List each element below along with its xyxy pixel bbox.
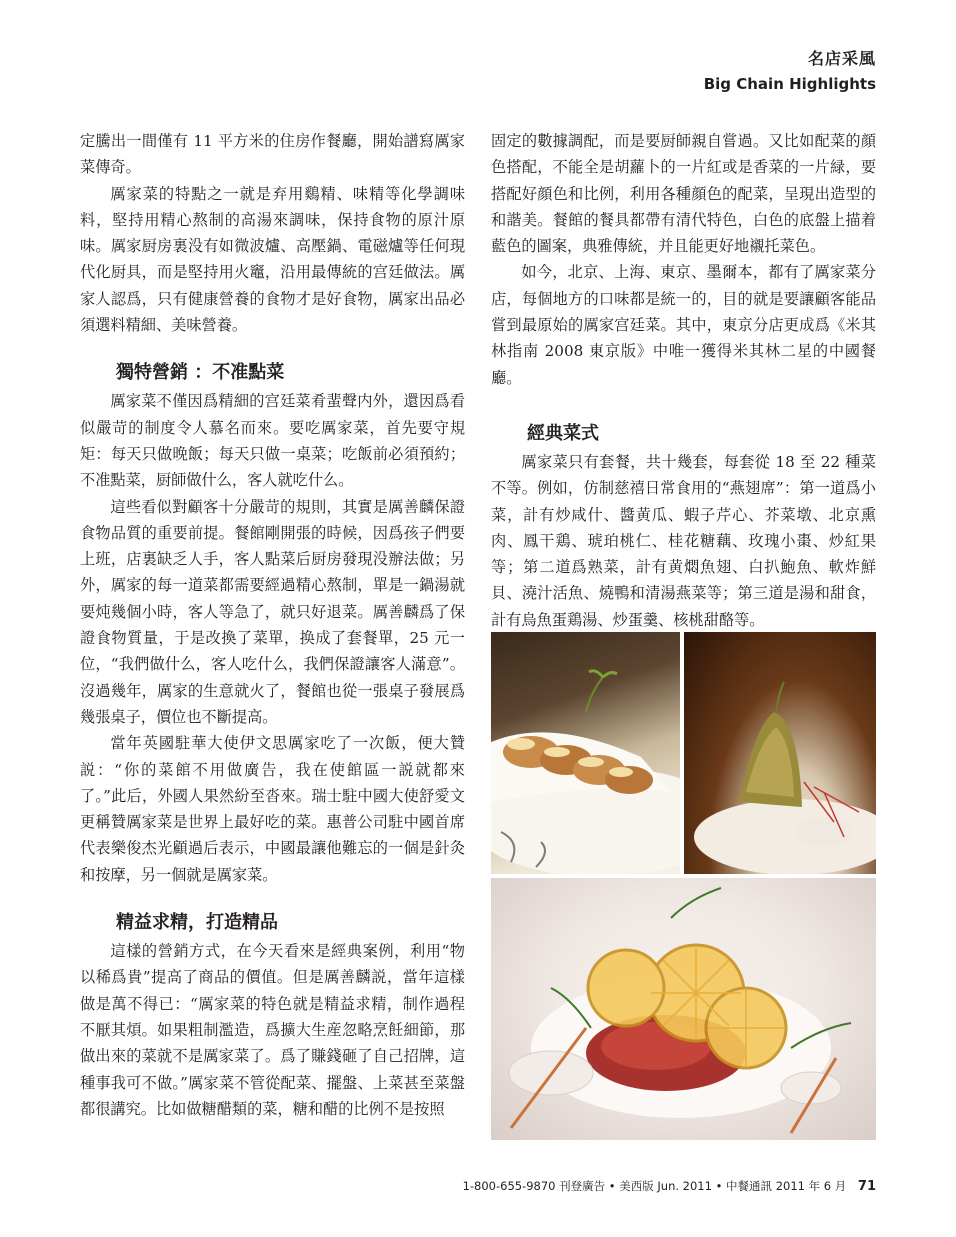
paragraph: 這樣的營銷方式，在今天看來是經典案例，利用“物以稀爲貴”提高了商品的價值。但是厲善麟説，當年這樣做是萬不得已：“厲家菜的特色就是精益求精，制作過程不厭其煩。如果粗制濫造，爲擴大生産忽略烹飪細節，那做出來的菜就不是厲家菜了。爲了賺錢砸了自己招牌，這種事我可不做。”厲家菜不管從配菜、擺盤、上菜甚至菜盤都很講究。比如做糖醋類的菜，糖和醋的比例不是按照 [80,942,465,1118]
subheading-quality: 精益求精，打造精品 [116,912,278,934]
roast-meat-illustration [491,632,680,874]
paragraph: 厲家菜只有套餐，共十幾套，每套從 18 至 22 種菜不等。例如，仿制慈禧日常食用的“燕翅席”：第一道爲小菜，計有炒咸什、醬黄瓜、蝦子芹心、芥菜墩、北京熏肉、鳳干鶏、琥珀桃仁、桂花糖藕、玫瑰小棗、炒紅果等；第二道爲熟菜，計有黄燜魚翅、白扒鮑魚、軟炸鮮貝、澆汁活魚、燒鴨和清湯燕菜等；第三道是湯和甜食，計有烏魚蛋鶏湯、炒蛋羹、核桃甜酪等。 [491,452,876,629]
lemon-tartare-illustration [491,878,876,1140]
section-title-zh: 名店采風 [807,49,876,68]
footer-text: 1-800-655-9870 刊登廣告 • 美西版 Jun. 2011 • 中餐通訊 2011 年 6 月 [462,1179,847,1193]
subheading-marketing: 獨特營銷 ：不准點菜 [116,362,285,384]
dish-photo-fried-fish [684,632,876,874]
right-column [491,128,876,633]
paragraph: 厲家菜的特點之一就是弃用鷄精、味精等化學調味料，堅持用精心熬制的高湯來調味，保持食物的原汁原味。厲家厨房裏没有如微波爐、高壓鍋、電磁爐等任何現代化厨具，而是堅持用火竈，沿用最傳統的宫廷做法。厲家人認爲，只有健康營養的食物才是好食物，厲家出品必須選料精細、美味營養。 [80,184,465,335]
section-header [704,46,876,93]
subheading-classic-dishes: 經典菜式 [527,422,599,444]
paragraph: 固定的數據調配，而是要厨師親自嘗過。又比如配菜的顔色搭配，不能全是胡蘿卜的一片紅或是香菜的一片緑，要搭配好顔色和比例，利用各種顔色的配菜，呈現出造型的和諧美。餐館的餐具都帶有清代特色，白色的底盤上描着藍色的圖案，典雅傳統，并且能更好地襯托菜色。 [491,132,876,256]
paragraph: 如今，北京、上海、東京、墨爾本，都有了厲家菜分店，每個地方的口味都是統一的，目的就是要讓顧客能品嘗到最原始的厲家宫廷菜。其中，東京分店更成爲《米其林指南 2008 東京版》中唯一獲得米其林二星的中國餐廳。 [491,263,876,387]
paragraph: 這些看似對顧客十分嚴苛的規則，其實是厲善麟保證食物品質的重要前提。餐館剛開張的時候，因爲孩子們要上班，店裏缺乏人手，客人點菜后厨房發現没辦法做；另外，厲家的每一道菜都需要經過精心熬制，單是一鍋湯就要炖幾個小時，客人等急了，就只好退菜。厲善麟爲了保證食物質量，于是改換了菜單，换成了套餐單，25 元一位，“我們做什么，客人吃什么，我們保證讓客人滿意”。沒過幾年，厲家的生意就火了，餐館也從一張桌子發展爲幾張桌子，價位也不斷提高。 [80,497,465,726]
paragraph: 厲家菜不僅因爲精細的宫廷菜肴蜚聲内外，還因爲看似嚴苛的制度令人慕名而來。要吃厲家菜，首先要守規矩：每天只做晚飯；每天只做一桌菜；吃飯前必須預約；不准點菜，厨師做什么，客人就吃什么。 [80,392,465,490]
section-title-en: Big Chain Highlights [703,75,876,93]
paragraph: 定騰出一間僅有 11 平方米的住房作餐廳，開始譜寫厲家菜傳奇。 [80,132,465,177]
paragraph: 當年英國駐華大使伊文思厲家吃了一次飯，便大贊説：“你的菜館不用做廣告，我在使館區一説就都來了。”此后，外國人果然紛至沓來。瑞士駐中國大使舒愛文更稱贊厲家菜是世界上最好吃的菜。惠普公司駐中國首席代表樂俊杰光顧過后表示，中國最讓他難忘的一個是針灸和按摩，另一個就是厲家菜。 [80,734,465,884]
dish-photo-lemon-tartare [491,878,876,1140]
left-column [80,128,465,1122]
page-footer [463,1178,876,1194]
page-number: 71 [857,1179,876,1194]
dish-photo-roast-meat [491,632,680,874]
fried-fish-illustration [684,632,876,874]
